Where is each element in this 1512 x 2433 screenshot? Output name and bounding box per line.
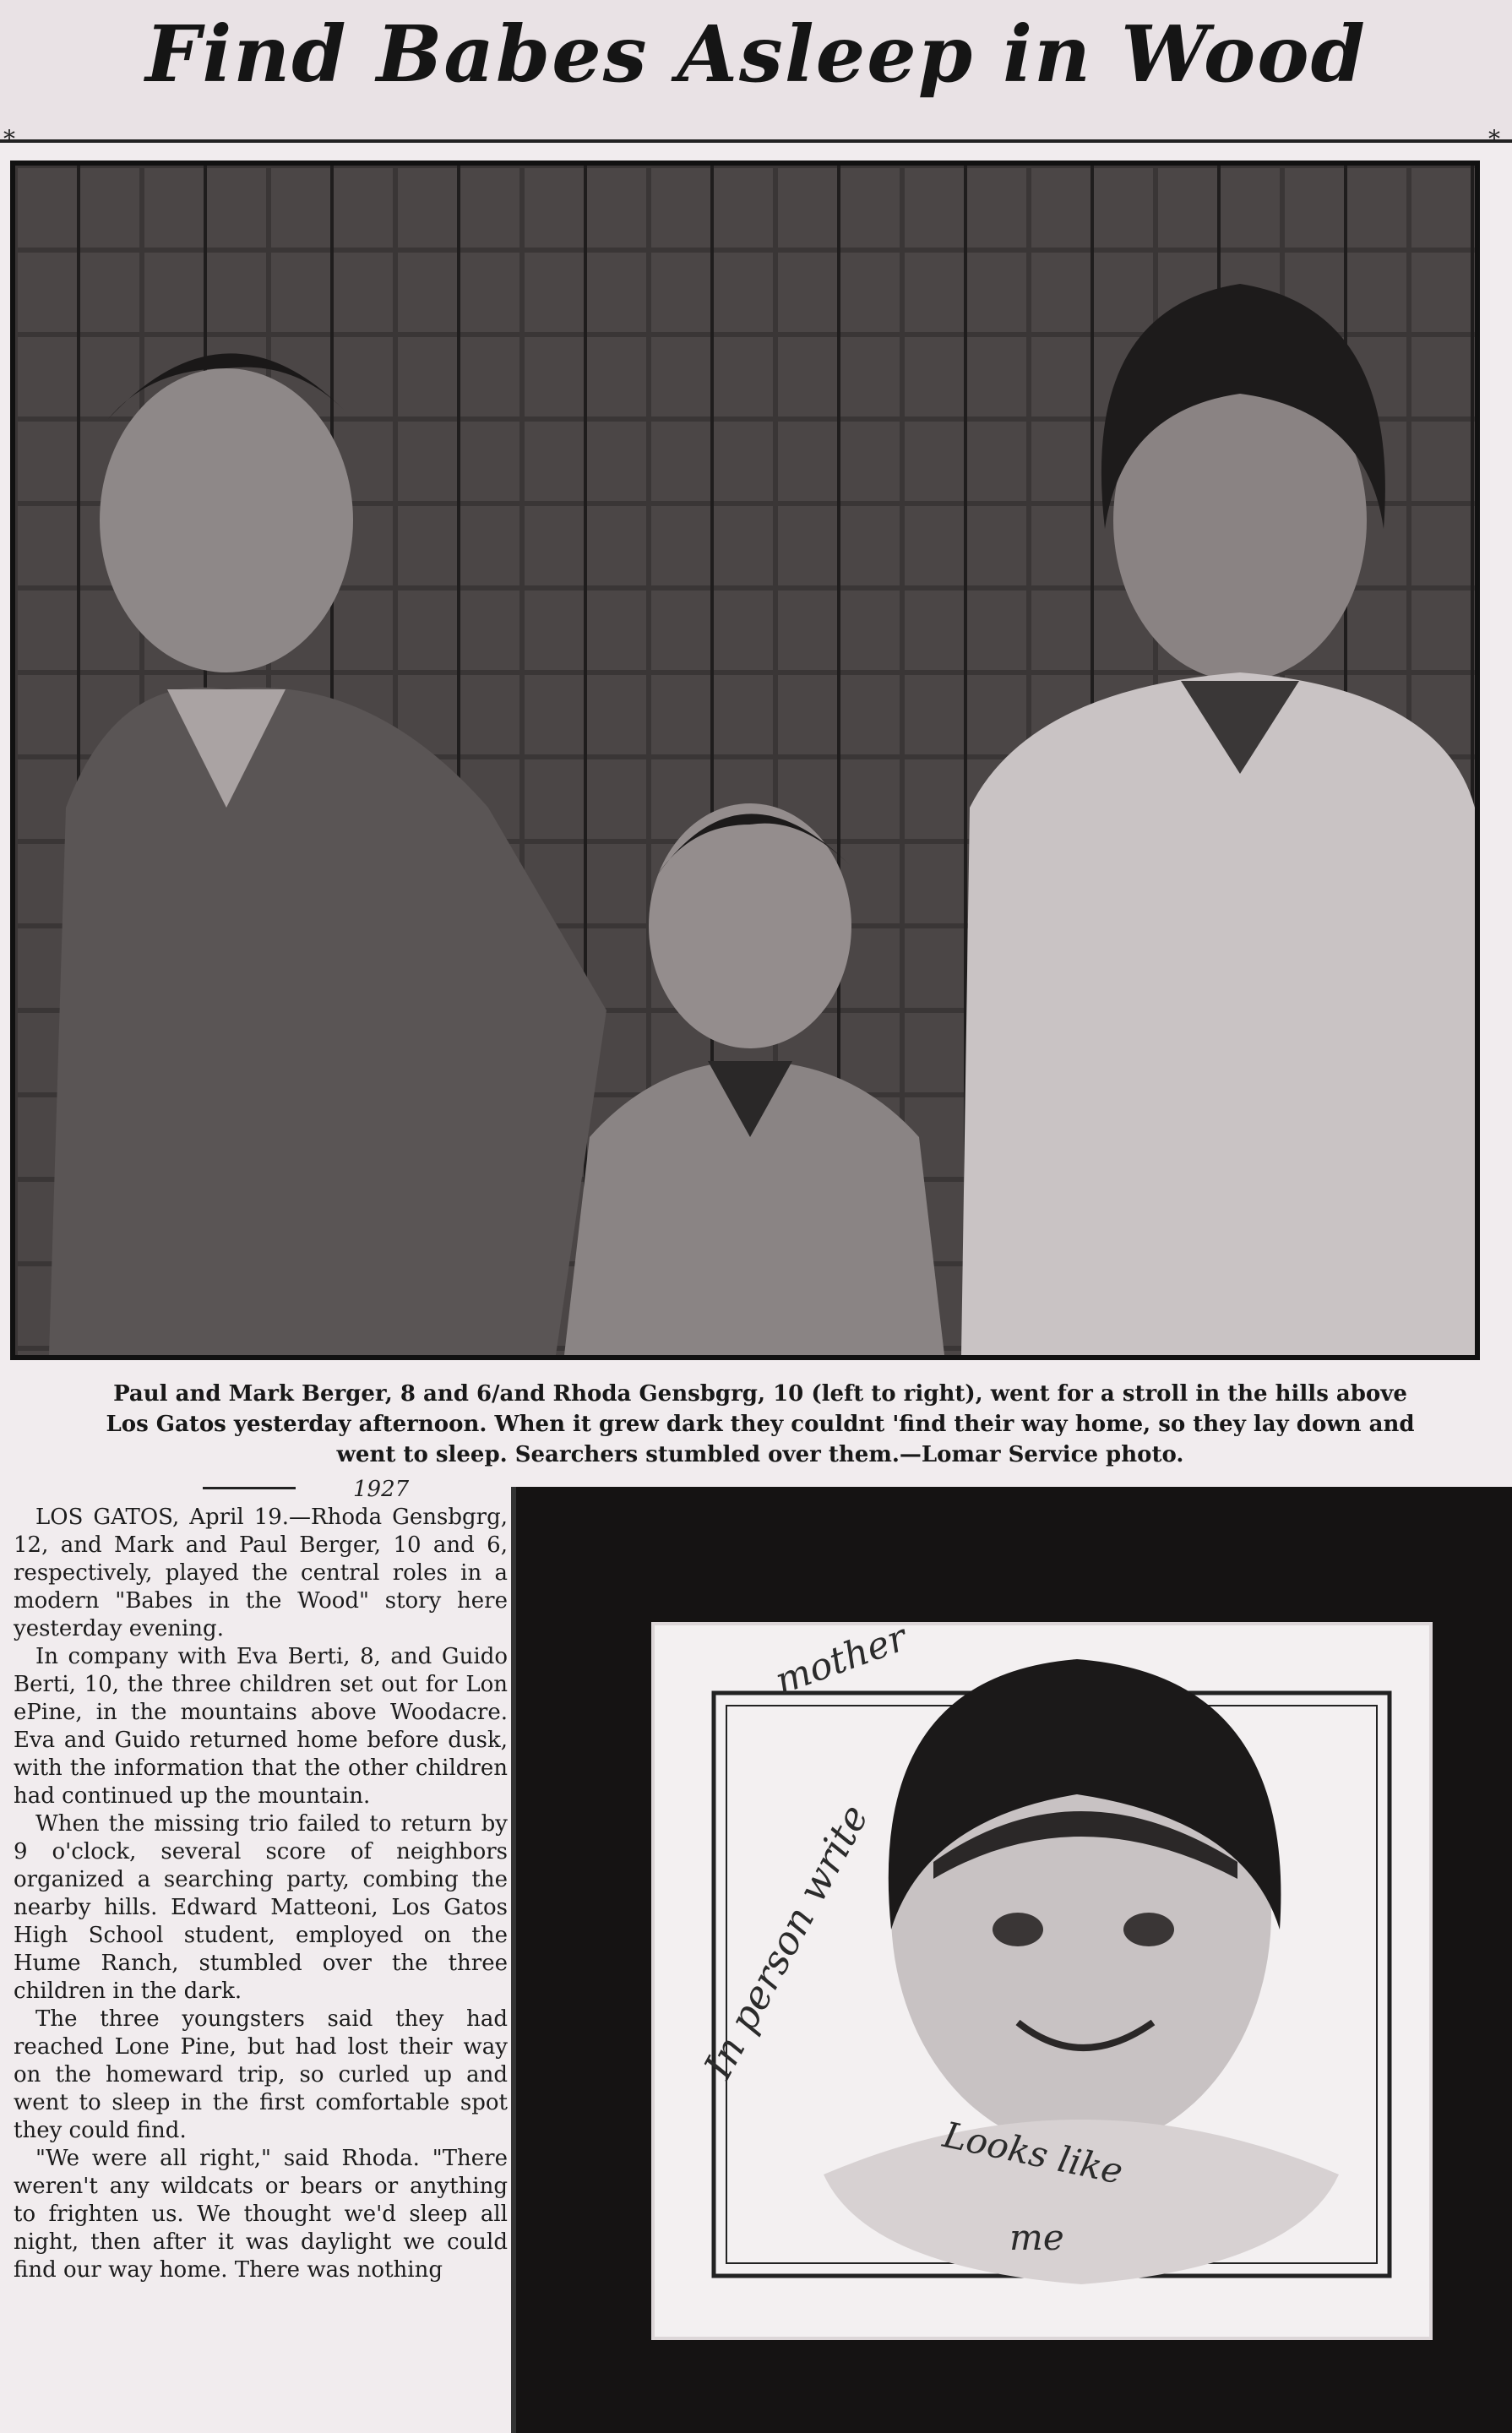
- handwritten-note-me: me: [1009, 2217, 1064, 2258]
- handwritten-year: 1927: [353, 1477, 410, 1502]
- inset-background: [511, 1487, 1512, 2433]
- column-divider: [203, 1487, 296, 1489]
- photo-illustration: [15, 166, 1475, 1355]
- article-paragraph: LOS GATOS, April 19.—Rhoda Gensbgrg, 12, and Mark and Paul Berger, 10 and 6, respectively, played the central roles in a modern "Babes in the Wood" story here yesterday evening.: [14, 1505, 508, 1641]
- article-paragraph: When the missing trio failed to return by 9 o'clock, several score of neighbors organized a searching party, combing the nearby hills. Edward Matteoni, Los Gatos High School student, employed on the Hume Ranch, stumbled over the three children in the dark.: [14, 1811, 508, 2004]
- handwritten-note-mother: mother: [770, 1615, 913, 1704]
- headline-band: [0, 0, 1512, 143]
- rule-star-right: *: [1488, 125, 1500, 153]
- handwritten-note-side: In person write: [694, 1797, 878, 2087]
- handwritten-note-looks-like: Looks like: [939, 2114, 1127, 2192]
- headline: Find Babes Asleep in Wood: [145, 8, 1367, 100]
- caption-line-2: Los Gatos yesterday afternoon. When it grew dark they couldnt 'find their way home, so they lay down and: [106, 1412, 1415, 1437]
- photo-caption: [25, 1379, 1495, 1470]
- rule-star-left: *: [3, 125, 15, 153]
- main-photograph: [10, 161, 1480, 1360]
- caption-line-3: went to sleep. Searchers stumbled over them.—Lomar Service photo.: [336, 1442, 1184, 1467]
- article-paragraph: "We were all right," said Rhoda. "There weren't any wildcats or bears or anything to frighten us. We thought we'd sleep all night, then after it was daylight we could find our way home. There was nothing: [14, 2146, 508, 2283]
- article-paragraph: The three youngsters said they had reached Lone Pine, but had lost their way on the homeward trip, so curled up and went to sleep in the first comfortable spot they could find.: [14, 2006, 508, 2143]
- article-paragraph: In company with Eva Berti, 8, and Guido Berti, 10, the three children set out for Lon ePine, in the mountains above Woodacre. Eva and Guido returned home before dusk, with the information that the other children had continued up the mountain.: [14, 1644, 508, 1809]
- caption-line-1: Paul and Mark Berger, 8 and 6/and Rhoda Gensbgrg, 10 (left to right), went for a stroll in the hills above: [113, 1381, 1407, 1407]
- article-body: [14, 1504, 508, 2284]
- portrait-card: [651, 1615, 1433, 2340]
